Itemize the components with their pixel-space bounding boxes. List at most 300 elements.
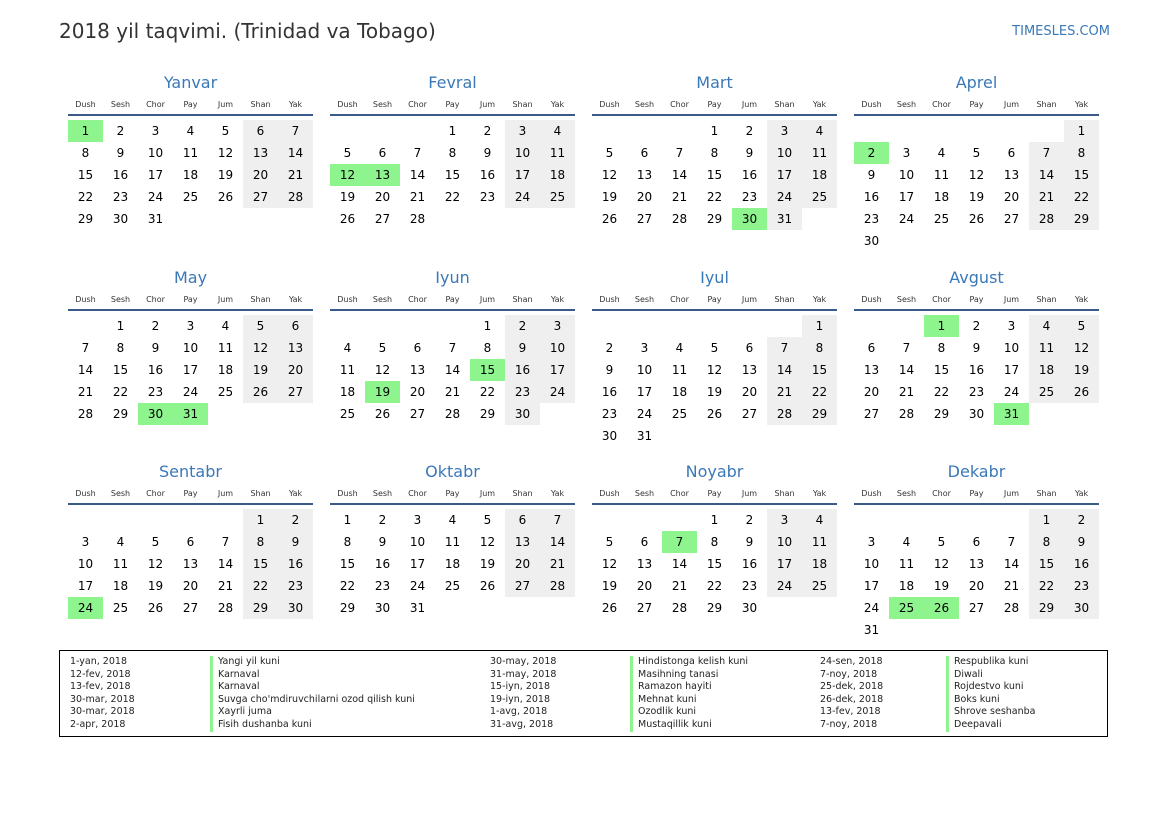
day-cell: 2 [605,341,614,355]
weekday-label: Shan [512,488,533,498]
day-cell: 9 [1064,531,1099,553]
day-cell: 29 [112,407,129,421]
day-cell: 5 [378,341,387,355]
day-cell: 4 [116,535,125,549]
day-cell: 19 [1064,359,1099,381]
weekday-label: Dush [337,99,358,109]
day-cell: 21 [540,553,575,575]
weekday-label: Yak [812,294,827,304]
empty-cell [330,315,365,337]
weekday-label: Yak [550,99,565,109]
day-cell: 15 [77,168,94,182]
day-cell: 18 [802,164,837,186]
day-cell: 17 [767,164,802,186]
weekday-label: Pay [969,488,984,498]
weekday-label: Shan [1036,99,1057,109]
weekday-label: Dush [75,488,96,498]
day-cell: 5 [937,535,946,549]
day-cell: 6 [186,535,195,549]
day-cell: 20 [741,385,758,399]
day-cell: 16 [968,363,985,377]
holiday-day-cell: 25 [889,597,924,619]
day-cell: 26 [243,381,278,403]
month-name: Noyabr [685,462,744,481]
day-cell: 23 [1064,575,1099,597]
day-cell: 30 [601,429,618,443]
day-cell: 7 [1007,535,1016,549]
day-cell: 28 [671,601,688,615]
empty-cell [854,509,889,531]
day-cell: 14 [217,557,234,571]
weekday-label: Pay [707,488,722,498]
day-cell: 4 [448,513,457,527]
holiday-date: 19-iyn, 2018 [490,693,551,705]
day-cell: 18 [339,385,356,399]
day-cell: 2 [1064,509,1099,531]
empty-cell [662,120,697,142]
day-cell: 25 [112,601,129,615]
holiday-date: 2-apr, 2018 [70,718,126,730]
day-cell: 29 [243,597,278,619]
day-cell: 8 [343,535,352,549]
empty-cell [138,509,173,531]
month-iyul [592,267,837,447]
month-name: Dekabr [947,462,1006,481]
day-cell: 22 [77,190,94,204]
day-cell: 3 [867,535,876,549]
day-cell: 27 [741,407,758,421]
day-cell: 6 [413,341,422,355]
day-cell: 28 [444,407,461,421]
day-cell: 30 [505,403,540,425]
day-cell: 24 [898,212,915,226]
day-cell: 26 [217,190,234,204]
day-cell: 12 [147,557,164,571]
day-cell: 20 [243,164,278,186]
weekday-label: Yak [550,488,565,498]
empty-cell [592,509,627,531]
holiday-date: 24-sen, 2018 [820,656,883,667]
holiday-name: Fisih dushanba kuni [210,719,415,732]
holiday-date: 7-noy, 2018 [820,668,878,680]
weekday-label: Chor [670,99,689,109]
holiday-date: 15-iyn, 2018 [490,681,551,693]
day-cell: 1 [1064,120,1099,142]
day-cell: 2 [378,513,387,527]
weekday-label: Shan [1036,488,1057,498]
day-cell: 22 [802,381,837,403]
day-cell: 2 [972,319,981,333]
weekday-label: Jum [217,294,234,304]
day-cell: 8 [1029,531,1064,553]
day-cell: 10 [636,363,653,377]
weekday-header [592,289,837,311]
weekday-label: Sesh [896,488,917,498]
empty-cell [854,315,889,337]
holiday-day-cell: 30 [138,403,173,425]
holiday-day-cell: 12 [330,164,365,186]
day-cell: 17 [147,168,164,182]
day-cell: 25 [933,212,950,226]
day-cell: 25 [802,186,837,208]
weekday-label: Pay [183,488,198,498]
month-dekabr [854,461,1099,641]
day-cell: 22 [444,190,461,204]
day-cell: 15 [706,557,723,571]
day-cell: 19 [217,168,234,182]
month-name: Aprel [955,73,998,92]
day-cell: 6 [640,146,649,160]
day-cell: 30 [278,597,313,619]
weekday-label: Dush [861,294,882,304]
holiday-day-cell: 2 [854,142,889,164]
day-cell: 10 [147,146,164,160]
legend-names-column [630,656,748,732]
day-grid [592,315,837,447]
day-cell: 6 [378,146,387,160]
weekday-label: Dush [337,294,358,304]
holiday-day-cell: 15 [470,359,505,381]
day-cell: 5 [243,315,278,337]
day-cell: 5 [483,513,492,527]
page-title: 2018 yil taqvimi. (Trinidad va Tobago) [59,19,436,43]
site-link[interactable]: TIMESLES.COM [1012,24,1110,39]
holiday-date: 7-noy, 2018 [820,718,878,730]
weekday-label: Sesh [372,294,393,304]
day-cell: 29 [1029,597,1064,619]
day-cell: 23 [505,381,540,403]
holiday-date: 1-avg, 2018 [490,706,548,718]
day-cell: 29 [77,212,94,226]
holiday-date: 12-fev, 2018 [70,668,131,680]
holiday-day-cell: 19 [365,381,400,403]
day-cell: 24 [409,579,426,593]
day-cell: 22 [1064,186,1099,208]
weekday-label: Chor [146,488,165,498]
day-cell: 17 [409,557,426,571]
day-cell: 21 [409,190,426,204]
day-cell: 13 [182,557,199,571]
day-cell: 1 [802,315,837,337]
month-name: Iyul [700,268,729,287]
day-cell: 8 [1064,142,1099,164]
day-cell: 16 [863,190,880,204]
weekday-label: Chor [932,99,951,109]
day-cell: 11 [802,142,837,164]
day-cell: 14 [1029,164,1064,186]
weekday-label: Yak [288,99,303,109]
day-cell: 1 [483,319,492,333]
holiday-name: Karnaval [210,669,415,682]
day-grid [592,509,837,619]
day-cell: 1 [710,513,719,527]
day-cell: 25 [671,407,688,421]
empty-cell [103,509,138,531]
day-cell: 22 [479,385,496,399]
day-cell: 13 [968,557,985,571]
month-name: Oktabr [425,462,480,481]
day-cell: 29 [706,601,723,615]
day-cell: 18 [802,553,837,575]
day-cell: 2 [116,124,125,138]
holiday-date: 26-dek, 2018 [820,693,884,705]
day-cell: 2 [483,124,492,138]
empty-cell [854,120,889,142]
empty-cell [330,120,365,142]
empty-cell [732,315,767,337]
day-cell: 17 [182,363,199,377]
weekday-label: Dush [599,488,620,498]
day-cell: 20 [636,579,653,593]
day-grid [854,120,1099,252]
weekday-label: Pay [445,99,460,109]
day-cell: 7 [902,341,911,355]
day-cell: 21 [767,381,802,403]
day-cell: 11 [182,146,199,160]
month-name: Sentabr [159,462,222,481]
day-cell: 16 [374,557,391,571]
holiday-name: Yangi yil kuni [210,656,415,669]
empty-cell [173,509,208,531]
weekday-label: Dush [861,488,882,498]
day-cell: 22 [706,190,723,204]
holiday-date: 25-dek, 2018 [820,681,884,693]
day-cell: 3 [640,341,649,355]
day-cell: 5 [343,146,352,160]
holiday-name: Mehnat kuni [630,694,748,707]
day-cell: 2 [745,513,754,527]
day-cell: 14 [77,363,94,377]
day-cell: 28 [1003,601,1020,615]
weekday-label: Chor [408,294,427,304]
day-cell: 6 [972,535,981,549]
day-cell: 12 [601,168,618,182]
day-cell: 23 [147,385,164,399]
empty-cell [365,120,400,142]
day-cell: 12 [601,557,618,571]
day-cell: 17 [505,164,540,186]
day-cell: 23 [112,190,129,204]
weekday-header [854,483,1099,505]
day-cell: 23 [479,190,496,204]
holiday-day-cell: 26 [924,597,959,619]
day-cell: 15 [706,168,723,182]
holiday-name: Diwali [946,669,1036,682]
day-cell: 24 [767,186,802,208]
day-cell: 26 [1064,381,1099,403]
month-name: Iyun [435,268,470,287]
day-cell: 3 [902,146,911,160]
weekday-label: Yak [288,488,303,498]
day-grid [330,315,575,425]
day-cell: 10 [182,341,199,355]
weekday-label: Pay [969,99,984,109]
holiday-name: Xayrli juma [210,706,415,719]
weekday-label: Pay [183,294,198,304]
day-cell: 11 [1029,337,1064,359]
weekday-header [330,289,575,311]
day-cell: 24 [147,190,164,204]
day-cell: 4 [540,120,575,142]
day-cell: 5 [1064,315,1099,337]
holiday-day-cell: 1 [924,315,959,337]
day-cell: 20 [505,553,540,575]
holiday-name: Boks kuni [946,694,1036,707]
day-cell: 9 [972,341,981,355]
empty-cell [889,120,924,142]
day-cell: 11 [444,535,461,549]
day-cell: 13 [505,531,540,553]
day-cell: 11 [933,168,950,182]
holiday-name: Rojdestvo kuni [946,681,1036,694]
day-cell: 10 [1003,341,1020,355]
day-cell: 23 [278,575,313,597]
day-cell: 22 [243,575,278,597]
month-noyabr [592,461,837,619]
day-cell: 5 [972,146,981,160]
month-may [68,267,313,425]
day-cell: 3 [1007,319,1016,333]
weekday-header [592,94,837,116]
weekday-label: Dush [75,294,96,304]
day-cell: 12 [706,363,723,377]
day-cell: 7 [81,341,90,355]
empty-cell [924,120,959,142]
month-sentabr [68,461,313,619]
day-cell: 9 [378,535,387,549]
day-cell: 2 [505,315,540,337]
day-cell: 10 [409,535,426,549]
month-name: Mart [696,73,733,92]
empty-cell [994,120,1029,142]
weekday-label: Yak [288,294,303,304]
day-cell: 4 [675,341,684,355]
day-cell: 14 [1003,557,1020,571]
holiday-day-cell: 30 [732,208,767,230]
day-grid [68,120,313,230]
weekday-label: Chor [932,488,951,498]
day-cell: 26 [601,601,618,615]
day-grid [592,120,837,230]
holiday-name: Shrove seshanba [946,706,1036,719]
day-cell: 21 [217,579,234,593]
weekday-label: Sesh [896,294,917,304]
weekday-label: Dush [599,294,620,304]
day-cell: 9 [867,168,876,182]
day-cell: 27 [409,407,426,421]
weekday-label: Jum [1003,294,1020,304]
day-cell: 25 [444,579,461,593]
day-cell: 14 [540,531,575,553]
day-cell: 8 [81,146,90,160]
day-cell: 8 [710,535,719,549]
day-cell: 4 [186,124,195,138]
day-cell: 5 [605,535,614,549]
day-cell: 29 [933,407,950,421]
day-cell: 28 [409,212,426,226]
day-cell: 28 [77,407,94,421]
weekday-label: Shan [774,99,795,109]
holiday-day-cell: 24 [68,597,103,619]
day-cell: 17 [767,553,802,575]
holiday-name: Karnaval [210,681,415,694]
weekday-label: Sesh [372,99,393,109]
day-cell: 21 [1003,579,1020,593]
day-cell: 13 [741,363,758,377]
day-cell: 4 [802,509,837,531]
holiday-name: Ozodlik kuni [630,706,748,719]
weekday-label: Yak [550,294,565,304]
day-cell: 14 [444,363,461,377]
month-name: Fevral [428,73,477,92]
weekday-label: Chor [408,488,427,498]
weekday-label: Jum [1003,99,1020,109]
day-cell: 19 [147,579,164,593]
day-cell: 3 [767,120,802,142]
day-cell: 6 [243,120,278,142]
day-cell: 29 [802,403,837,425]
month-yanvar [68,72,313,230]
legend-names-column [946,656,1036,732]
day-cell: 6 [745,341,754,355]
empty-cell [767,315,802,337]
day-cell: 15 [339,557,356,571]
day-cell: 30 [968,407,985,421]
day-cell: 25 [540,186,575,208]
day-cell: 7 [767,337,802,359]
day-cell: 26 [147,601,164,615]
day-cell: 22 [706,579,723,593]
holiday-date: 13-fev, 2018 [820,706,881,718]
weekday-label: Sesh [896,99,917,109]
holiday-date: 30-mar, 2018 [70,693,135,705]
empty-cell [400,120,435,142]
day-cell: 18 [444,557,461,571]
day-cell: 29 [479,407,496,421]
weekday-label: Dush [599,99,620,109]
day-cell: 18 [540,164,575,186]
day-cell: 12 [1064,337,1099,359]
day-cell: 16 [601,385,618,399]
day-cell: 13 [1003,168,1020,182]
day-cell: 14 [671,557,688,571]
weekday-label: Chor [932,294,951,304]
day-cell: 29 [1064,208,1099,230]
empty-cell [959,509,994,531]
day-cell: 15 [933,363,950,377]
weekday-label: Jum [217,488,234,498]
empty-cell [592,315,627,337]
day-cell: 14 [767,359,802,381]
day-cell: 10 [505,142,540,164]
month-name: May [173,268,208,287]
day-cell: 13 [636,168,653,182]
day-cell: 13 [409,363,426,377]
day-cell: 12 [479,535,496,549]
day-cell: 7 [448,341,457,355]
day-cell: 27 [636,601,653,615]
legend-names-column [210,656,415,732]
day-cell: 20 [968,579,985,593]
day-cell: 14 [671,168,688,182]
day-cell: 19 [601,579,618,593]
day-cell: 21 [671,579,688,593]
day-cell: 8 [710,146,719,160]
weekday-label: Sesh [634,488,655,498]
day-cell: 27 [1003,212,1020,226]
day-cell: 29 [339,601,356,615]
day-cell: 17 [540,359,575,381]
